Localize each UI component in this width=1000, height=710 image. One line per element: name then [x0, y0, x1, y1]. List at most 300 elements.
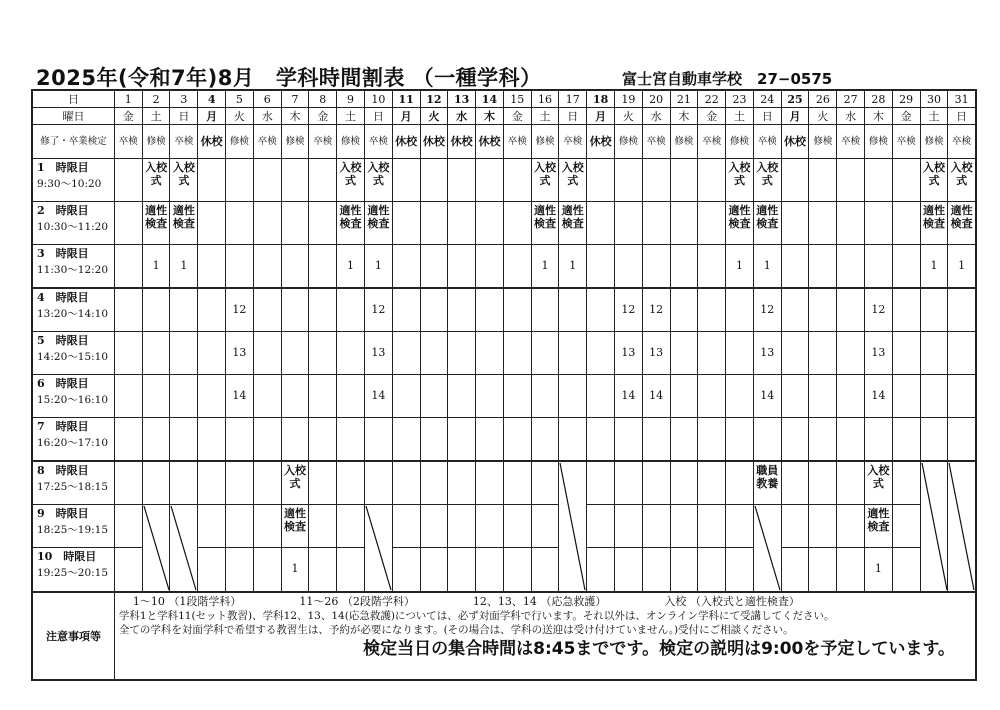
weekday: 土 [337, 108, 365, 125]
exam-cell: 修検 [142, 125, 170, 159]
schedule-cell [642, 375, 670, 418]
schedule-cell [726, 418, 754, 462]
schedule-cell [364, 375, 392, 418]
lesson-event: 職員教養 [756, 464, 779, 490]
lesson-number: 12 [371, 303, 386, 316]
schedule-cell [281, 505, 309, 548]
schedule-cell [392, 461, 420, 505]
schedule-cell [587, 418, 615, 462]
schedule-cell [420, 245, 448, 289]
weekday: 水 [253, 108, 281, 125]
weekday: 木 [865, 108, 893, 125]
schedule-cell [642, 461, 670, 505]
schedule-cell [309, 245, 337, 289]
period-time: 18:25〜19:15 [37, 524, 109, 536]
day-number: 14 [476, 90, 504, 108]
exam-cell: 修検 [865, 125, 893, 159]
schedule-cell [642, 245, 670, 289]
weekday: 土 [726, 108, 754, 125]
lesson-number: 13 [371, 346, 386, 359]
lesson-event: 適性検査 [950, 204, 973, 230]
slash-line [366, 506, 391, 590]
lesson-event: 入校式 [339, 161, 362, 187]
weekday: 金 [309, 108, 337, 125]
lesson-event: 入校式 [534, 161, 557, 187]
period-number: 10 時限目 [37, 550, 97, 564]
schedule-cell [226, 505, 254, 548]
schedule-cell [503, 418, 531, 462]
day-number: 8 [309, 90, 337, 108]
schedule-cell [337, 288, 365, 332]
schedule-cell [726, 332, 754, 375]
day-number: 13 [448, 90, 476, 108]
exam-cell: 修検 [809, 125, 837, 159]
schedule-cell [448, 159, 476, 202]
schedule-cell [531, 461, 559, 505]
day-number: 24 [753, 90, 781, 108]
schedule-cell [809, 375, 837, 418]
schedule-cell [837, 418, 865, 462]
lesson-event: 適性検査 [339, 204, 362, 230]
schedule-cell [809, 159, 837, 202]
schedule-cell [503, 288, 531, 332]
schedule-cell [614, 418, 642, 462]
schedule-cell [503, 505, 531, 548]
schedule-cell [753, 418, 781, 462]
schedule-cell [448, 202, 476, 245]
schedule-cell [448, 418, 476, 462]
schedule-cell [337, 418, 365, 462]
day-number: 11 [392, 90, 420, 108]
schedule-cell [865, 202, 893, 245]
schedule-cell [559, 202, 587, 245]
lesson-event: 適性検査 [534, 204, 557, 230]
exam-cell: 休校 [476, 125, 504, 159]
schedule-cell [670, 202, 698, 245]
period-time: 11:30〜12:20 [37, 264, 109, 276]
weekday: 日 [170, 108, 198, 125]
day-number: 1 [114, 90, 142, 108]
lesson-event: 入校式 [728, 161, 751, 187]
period-label [32, 505, 114, 548]
period-label [32, 375, 114, 418]
exam-cell: 修検 [920, 125, 948, 159]
schedule-cell [865, 245, 893, 289]
schedule-cell [420, 375, 448, 418]
lesson-event: 入校式 [561, 161, 584, 187]
schedule-cell [642, 202, 670, 245]
schedule-cell [114, 375, 142, 418]
schedule-cell [809, 505, 837, 548]
schedule-cell [781, 245, 809, 289]
exam-cell: 休校 [781, 125, 809, 159]
schedule-cell [309, 375, 337, 418]
schedule-cell [448, 288, 476, 332]
period-number: 2 時限目 [37, 204, 89, 217]
schedule-cell [392, 332, 420, 375]
schedule-cell [809, 332, 837, 375]
schedule-cell [503, 332, 531, 375]
weekday: 月 [587, 108, 615, 125]
schedule-cell [364, 245, 392, 289]
period-label [32, 159, 114, 202]
lesson-number: 13 [760, 346, 775, 359]
schedule-cell [670, 505, 698, 548]
schedule-cell [281, 418, 309, 462]
weekday: 木 [670, 108, 698, 125]
schedule-cell [337, 461, 365, 505]
schedule-cell [448, 548, 476, 592]
schedule-cell [587, 245, 615, 289]
day-number: 3 [170, 90, 198, 108]
schedule-cell [753, 288, 781, 332]
period-time: 9:30〜10:20 [37, 178, 102, 190]
schedule-cell [531, 159, 559, 202]
schedule-cell [531, 245, 559, 289]
weekday: 水 [448, 108, 476, 125]
period-number: 4 時限目 [37, 291, 89, 304]
schedule-cell [837, 288, 865, 332]
schedule-cell [614, 332, 642, 375]
lesson-number: 1 [958, 259, 966, 272]
schedule-cell [892, 288, 920, 332]
schedule-cell [892, 202, 920, 245]
lesson-number: 12 [871, 303, 886, 316]
schedule-cell [448, 332, 476, 375]
schedule-cell [698, 159, 726, 202]
schedule-cell [309, 548, 337, 592]
exam-cell: 修検 [614, 125, 642, 159]
exam-cell: 休校 [587, 125, 615, 159]
schedule-cell [698, 332, 726, 375]
lesson-event: 入校式 [283, 464, 306, 490]
schedule-cell [781, 461, 809, 505]
schedule-cell [698, 245, 726, 289]
schedule-cell [614, 245, 642, 289]
schedule-cell [226, 418, 254, 462]
schedule-cell [559, 418, 587, 462]
lesson-event: 適性検査 [283, 507, 306, 533]
schedule-cell [170, 288, 198, 332]
schedule-cell [614, 202, 642, 245]
schedule-cell [531, 375, 559, 418]
schedule-cell [309, 505, 337, 548]
schedule-cell [337, 548, 365, 592]
weekday: 火 [420, 108, 448, 125]
lesson-event: 入校式 [950, 161, 973, 187]
exam-cell: 修検 [726, 125, 754, 159]
schedule-cell [420, 159, 448, 202]
lesson-number: 14 [760, 389, 775, 402]
schedule-cell [392, 202, 420, 245]
lesson-event: 入校式 [172, 161, 195, 187]
schedule-cell [726, 461, 754, 505]
schedule-cell [281, 548, 309, 592]
period-time: 14:20〜15:10 [37, 351, 109, 363]
school-name: 富士宮自動車学校 27−0575 [622, 70, 833, 88]
period-time: 13:20〜14:10 [37, 308, 109, 320]
schedule-cell [865, 461, 893, 505]
schedule-cell [809, 548, 837, 592]
weekday: 金 [503, 108, 531, 125]
weekday: 火 [809, 108, 837, 125]
weekday: 土 [531, 108, 559, 125]
period-number: 5 時限目 [37, 334, 89, 347]
schedule-cell [559, 245, 587, 289]
schedule-cell [837, 375, 865, 418]
schedule-cell [170, 159, 198, 202]
schedule-cell [920, 418, 948, 462]
schedule-cell [114, 245, 142, 289]
period-label [32, 548, 114, 592]
schedule-cell [809, 288, 837, 332]
schedule-cell [392, 505, 420, 548]
schedule-cell [809, 245, 837, 289]
exam-cell: 卒検 [892, 125, 920, 159]
period-label [32, 332, 114, 375]
lesson-number: 12 [649, 303, 664, 316]
schedule-cell [948, 375, 976, 418]
schedule-cell [253, 332, 281, 375]
schedule-cell [670, 548, 698, 592]
schedule-table [31, 89, 977, 681]
schedule-cell [587, 332, 615, 375]
lesson-event: 入校式 [145, 161, 168, 187]
period-time: 10:30〜11:20 [37, 221, 109, 233]
schedule-cell [309, 202, 337, 245]
schedule-cell [420, 288, 448, 332]
exam-cell: 卒検 [753, 125, 781, 159]
schedule-cell [392, 375, 420, 418]
day-number: 10 [364, 90, 392, 108]
schedule-cell [587, 548, 615, 592]
no-class-slash [142, 505, 170, 593]
schedule-cell [614, 461, 642, 505]
schedule-cell [670, 288, 698, 332]
notes-line1: 学科1と学科11(セット教習)、学科12、13、14(応急救護)については、必ず対面学科で行います。それ以外は、オンライン学科にて受講してください。 [118, 610, 835, 622]
schedule-cell [781, 375, 809, 418]
slash-line [144, 506, 169, 590]
schedule-cell [198, 505, 226, 548]
lesson-number: 1 [374, 259, 382, 272]
schedule-cell [781, 159, 809, 202]
schedule-cell [892, 505, 920, 548]
weekday: 水 [642, 108, 670, 125]
weekday: 金 [114, 108, 142, 125]
exam-row-label: 修了・卒業検定 [32, 125, 114, 159]
schedule-cell [420, 202, 448, 245]
schedule-cell [670, 332, 698, 375]
schedule-cell [253, 288, 281, 332]
schedule-cell [226, 245, 254, 289]
lesson-number: 1 [763, 259, 771, 272]
exam-cell: 修検 [337, 125, 365, 159]
schedule-cell [587, 159, 615, 202]
schedule-cell [337, 332, 365, 375]
lesson-number: 1 [291, 562, 299, 576]
schedule-cell [142, 332, 170, 375]
schedule-cell [337, 375, 365, 418]
schedule-cell [503, 548, 531, 592]
period-number: 7 時限目 [37, 420, 89, 433]
lesson-event: 適性検査 [728, 204, 751, 230]
lesson-event: 入校式 [922, 161, 945, 187]
schedule-cell [114, 332, 142, 375]
schedule-cell [892, 375, 920, 418]
schedule-cell [226, 461, 254, 505]
schedule-cell [170, 245, 198, 289]
schedule-cell [281, 245, 309, 289]
schedule-cell [503, 461, 531, 505]
exam-cell: 卒検 [364, 125, 392, 159]
schedule-cell [253, 548, 281, 592]
period-number: 9 時限目 [37, 507, 89, 520]
day-number: 22 [698, 90, 726, 108]
schedule-cell [198, 202, 226, 245]
lesson-number: 1 [735, 259, 743, 272]
schedule-cell [226, 159, 254, 202]
schedule-cell [364, 418, 392, 462]
schedule-cell [781, 548, 809, 592]
schedule-cell [892, 418, 920, 462]
exam-cell: 修検 [281, 125, 309, 159]
period-number: 3 時限目 [37, 247, 89, 260]
schedule-cell [392, 245, 420, 289]
weekday: 水 [837, 108, 865, 125]
notes-content [114, 592, 976, 680]
schedule-cell [781, 288, 809, 332]
schedule-cell [476, 159, 504, 202]
schedule-cell [670, 418, 698, 462]
exam-cell: 卒検 [309, 125, 337, 159]
schedule-cell [420, 505, 448, 548]
schedule-cell [309, 461, 337, 505]
schedule-cell [364, 202, 392, 245]
schedule-cell [142, 159, 170, 202]
schedule-cell [170, 461, 198, 505]
schedule-cell [198, 548, 226, 592]
schedule-cell [253, 505, 281, 548]
schedule-cell [476, 332, 504, 375]
schedule-cell [142, 461, 170, 505]
weekday: 日 [559, 108, 587, 125]
exam-cell: 卒検 [559, 125, 587, 159]
schedule-cell [837, 461, 865, 505]
schedule-cell [448, 375, 476, 418]
period-label [32, 245, 114, 289]
schedule-cell [503, 159, 531, 202]
schedule-cell [948, 418, 976, 462]
page-title: 2025年(令和7年)8月 学科時間割表 （一種学科） [36, 66, 542, 90]
schedule-cell [865, 288, 893, 332]
exam-cell: 修検 [226, 125, 254, 159]
schedule-cell [753, 332, 781, 375]
exam-cell: 修検 [670, 125, 698, 159]
lesson-event: 適性検査 [367, 204, 390, 230]
schedule-cell [392, 548, 420, 592]
schedule-cell [448, 245, 476, 289]
weekday: 金 [892, 108, 920, 125]
schedule-cell [114, 159, 142, 202]
period-label [32, 202, 114, 245]
schedule-cell [503, 375, 531, 418]
lesson-number: 14 [371, 389, 386, 402]
day-number: 2 [142, 90, 170, 108]
schedule-cell [781, 418, 809, 462]
no-class-slash [170, 505, 198, 593]
schedule-cell [920, 375, 948, 418]
schedule-cell [226, 332, 254, 375]
schedule-cell [837, 202, 865, 245]
schedule-cell [698, 461, 726, 505]
schedule-cell [753, 245, 781, 289]
schedule-cell [281, 159, 309, 202]
weekday: 日 [753, 108, 781, 125]
schedule-cell [531, 288, 559, 332]
schedule-cell [837, 505, 865, 548]
exam-cell: 卒検 [948, 125, 976, 159]
schedule-cell [253, 159, 281, 202]
lesson-number: 14 [232, 389, 247, 402]
schedule-cell [587, 375, 615, 418]
schedule-cell [114, 548, 142, 592]
schedule-cell [476, 202, 504, 245]
schedule-cell [920, 332, 948, 375]
schedule-cell [476, 245, 504, 289]
schedule-cell [253, 202, 281, 245]
schedule-cell [142, 418, 170, 462]
schedule-cell [642, 548, 670, 592]
schedule-cell [809, 202, 837, 245]
legend-item: 1〜10 （1段階学科） [132, 595, 242, 608]
exam-cell: 修検 [531, 125, 559, 159]
schedule-cell [531, 332, 559, 375]
weekday-row-label: 曜日 [32, 108, 114, 125]
schedule-cell [337, 245, 365, 289]
schedule-cell [837, 245, 865, 289]
schedule-cell [337, 159, 365, 202]
period-label [32, 288, 114, 332]
schedule-cell [364, 288, 392, 332]
schedule-cell [920, 202, 948, 245]
schedule-cell [892, 332, 920, 375]
lesson-number: 13 [232, 346, 247, 359]
schedule-cell [865, 548, 893, 592]
schedule-cell [614, 288, 642, 332]
schedule-cell [892, 461, 920, 505]
no-class-slash [753, 505, 781, 593]
notes-line2: 全ての学科を対面学科で希望する教習生は、予約が必要になります。(その場合は、学科の送迎は受け付けていません。)受付にご相談ください。 [118, 624, 794, 636]
schedule-cell [809, 461, 837, 505]
lesson-number: 13 [649, 346, 664, 359]
schedule-cell [698, 202, 726, 245]
legend-item: 入校 （入校式と適性検査） [664, 595, 800, 608]
weekday: 火 [614, 108, 642, 125]
lesson-number: 14 [621, 389, 636, 402]
schedule-cell [281, 375, 309, 418]
no-class-slash [559, 461, 587, 592]
schedule-cell [642, 159, 670, 202]
schedule-cell [392, 418, 420, 462]
schedule-cell [198, 332, 226, 375]
schedule-cell [503, 202, 531, 245]
lesson-number: 1 [930, 259, 938, 272]
lesson-number: 1 [569, 259, 577, 272]
schedule-cell [420, 461, 448, 505]
schedule-cell [726, 245, 754, 289]
weekday: 木 [281, 108, 309, 125]
schedule-cell [614, 375, 642, 418]
